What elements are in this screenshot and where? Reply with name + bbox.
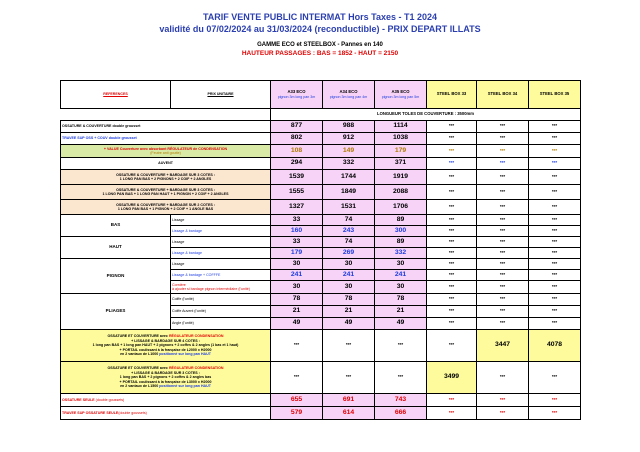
longueur-row	[61, 109, 581, 121]
a34-header: A34 ECO pignon 3m long pan 4m	[323, 81, 375, 109]
table-row: OSSATURE & COUVERTURE + BARDAGE SUR 3 COTES : 1 LONG PAN BAS + 1 LONG PAN HAUT + 1 PIGNON + 2 COIF + 2 ANGLES 1555 1849 2088 *** *** ***	[61, 185, 581, 200]
row-label: OSSATURE & COUVERTURE + BARDAGE SUR 3 COTES : 1 LONG PAN BAS + 2 PIGNONS + 2 COIF + 2 ANGLES	[61, 170, 271, 185]
table-row: BAS Lissage 33 74 89 *** *** ***	[61, 215, 581, 226]
table-row: PLIAGES Coiffe (l'unité) 78 78 78 *** *** ***	[61, 294, 581, 306]
a35-header: A35 ECO pignon 3m long pan 5m	[375, 81, 427, 109]
row-label: TRAVEE SUP OSSATURE SEULE(double goussets)	[61, 407, 271, 420]
table-row: TRAVEE SUP OSSATURE SEULE(double goussets) 579 614 666 *** *** ***	[61, 407, 581, 420]
row-label: OSSATURE ET COUVERTURE avec RÉGULATEUR CONDENSATION + LISSAGE & BARDAGE SUR 4 COTES : 1 long pan BAS + 1 long pan HAUT + 2 pignons + 2 coffes & 2 angles (1 bas et 1 haut) + PORTAIL coulissant à la française de L2000 x H2000 en 2 vantaux de L1000 positionné sur long pan HAUT	[61, 330, 271, 362]
row-label: OSSATURE SEULE (double goussets)	[61, 394, 271, 407]
group-bas: BAS	[61, 215, 171, 237]
row-label: + VALUE Couverture avec absorbant RÉGULATEUR de CONDENSATION (Feutre anti goutte)	[61, 145, 271, 158]
steelbox34-header: STEEL BOX 34	[477, 81, 529, 109]
table-row: Coiffe Auvent (l'unité) 21 21 21 *** *** ***	[61, 306, 581, 318]
a33-header: A33 ECO pignon 3m long pan 3m	[271, 81, 323, 109]
row-label: AUVENT	[61, 158, 271, 170]
table-row: Cornière à ajouter si bardage pignon intermédiaire (l'unité) 30 30 30 *** *** ***	[61, 281, 581, 294]
table-row: PIGNON Lissage 30 30 30 *** *** ***	[61, 259, 581, 270]
price-table	[60, 80, 581, 420]
row-label: OSSATURE & COUVERTURE + BARDAGE SUR 2 COTES : 1 LONG PAN BAS + 1 PIGNON + 2 COIF + 1 ANGLE BAS	[61, 200, 271, 215]
group-pliages: PLIAGES	[61, 294, 171, 330]
unit-price-header: PRIX UNITAIRE	[171, 81, 271, 109]
table-row: Lissage & bardage 179 269 332 *** *** ***	[61, 248, 581, 259]
steelbox33-header: STEEL BOX 33	[427, 81, 477, 109]
table-row: OSSATURE & COUVERTURE + BARDAGE SUR 3 COTES : 1 LONG PAN BAS + 2 PIGNONS + 2 COIF + 2 ANGLES 1539 1744 1919 *** *** ***	[61, 170, 581, 185]
header-row	[61, 81, 581, 109]
row-label: TRAVEE SUP OSS + COUV double grousset	[61, 133, 271, 145]
table-row: OSSATURE ET COUVERTURE avec RÉGULATEUR CONDENSATION + LISSAGE & BARDAGE SUR 4 COTES : 1 long pan BAS + 1 long pan HAUT + 2 pignons + 2 coffes & 2 angles (1 bas et 1 haut) + PORTAIL coulissant à la française de L2000 x H2000 en 2 vantaux de L1000 positionné sur long pan HAUT *** *** *** *** 3447 4078	[61, 330, 581, 362]
table-row: Lissage & bardage + COFFFE 241 241 241 *** *** ***	[61, 270, 581, 281]
table-row: HAUT Lissage 33 74 89 *** *** ***	[61, 237, 581, 248]
table-row: OSSATURE & COUVERTURE + BARDAGE SUR 2 COTES : 1 LONG PAN BAS + 1 PIGNON + 2 COIF + 1 ANGLE BAS 1327 1531 1706 *** *** ***	[61, 200, 581, 215]
table-row: TRAVEE SUP OSS + COUV double grousset 802 912 1038 *** *** ***	[61, 133, 581, 145]
table-row: Lissage & bardage 160 243 300 *** *** ***	[61, 226, 581, 237]
row-label: OSSATURE ET COUVERTURE avec RÉGULATEUR CONDENSATION + LISSAGE & BARDAGE SUR 3 COTES : 1 long pan BAS + 2 pignons + 2 coffes & 2 angles bas + PORTAIL coulissant à la française de L3000 x H2000 en 2 vantaux de L1500 positionné sur long pan HAUT	[61, 362, 271, 394]
references-header: REFERENCES	[61, 81, 171, 109]
heights-line: HAUTEUR PASSAGES : BAS = 1852 - HAUT = 2150	[241, 50, 399, 57]
steelbox35-header: STEEL BOX 35	[529, 81, 581, 109]
row-label: OSSATURE & COUVERTURE double grousset	[61, 121, 271, 133]
table-row: + VALUE Couverture avec absorbant RÉGULATEUR de CONDENSATION (Feutre anti goutte) 108 149 179 *** *** ***	[61, 145, 581, 158]
row-label: OSSATURE & COUVERTURE + BARDAGE SUR 3 COTES : 1 LONG PAN BAS + 1 LONG PAN HAUT + 1 PIGNON + 2 COIF + 2 ANGLES	[61, 185, 271, 200]
longueur-label: LONGUEUR TOLES DE COUVERTURE : 3500mm	[271, 109, 581, 121]
table-row: OSSATURE SEULE (double goussets) 655 691 743 *** *** ***	[61, 394, 581, 407]
validity-line: validité du 07/02/2024 au 31/03/2024 (reconductible) - PRIX DEPART ILLATS	[159, 24, 481, 34]
group-haut: HAUT	[61, 237, 171, 259]
range-line: GAMME ECO et STEELBOX - Pannes en 140	[257, 42, 383, 48]
table-row: Angle (l'unité) 49 49 49 *** *** ***	[61, 318, 581, 330]
group-pignon: PIGNON	[61, 259, 171, 294]
table-row: AUVENT 294 332 371 *** *** ***	[61, 158, 581, 170]
table-row: OSSATURE & COUVERTURE double grousset 877 988 1114 *** *** ***	[61, 121, 581, 133]
page-title: TARIF VENTE PUBLIC INTERMAT Hors Taxes - T1 2024	[202, 12, 438, 22]
table-row: OSSATURE ET COUVERTURE avec RÉGULATEUR CONDENSATION + LISSAGE & BARDAGE SUR 3 COTES : 1 long pan BAS + 2 pignons + 2 coffes & 2 angles bas + PORTAIL coulissant à la française de L3000 x H2000 en 2 vantaux de L1500 positionné sur long pan HAUT *** *** *** 3499 *** ***	[61, 362, 581, 394]
